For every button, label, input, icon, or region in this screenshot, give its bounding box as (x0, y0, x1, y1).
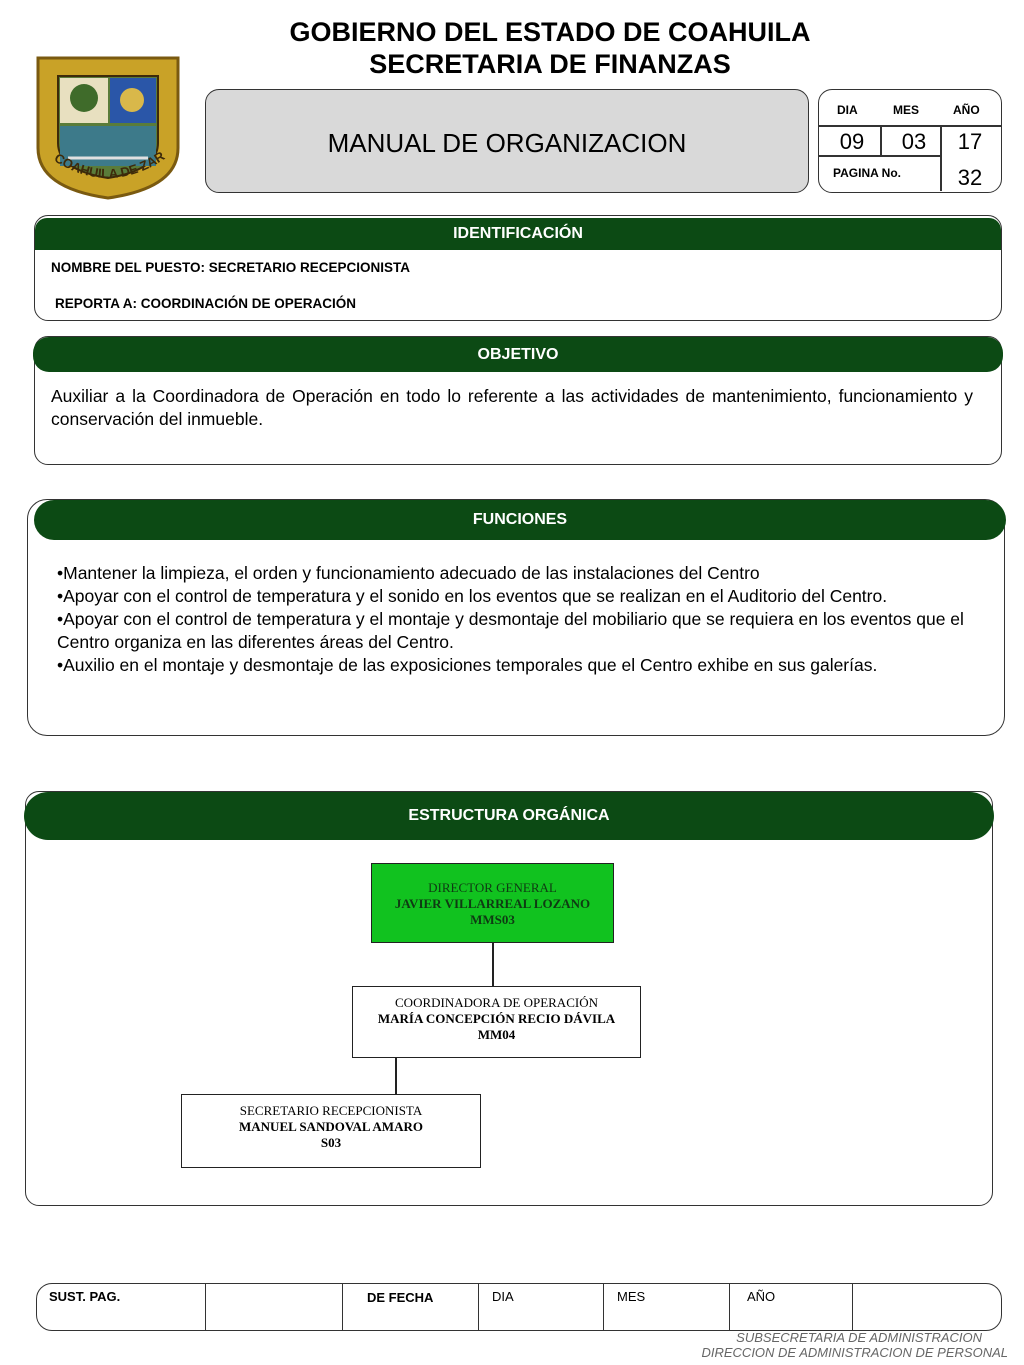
footer-note-subsecretaria: SUBSECRETARIA DE ADMINISTRACION (736, 1330, 982, 1345)
coordinadora-cargo: COORDINADORA DE OPERACIÓN (395, 995, 598, 1010)
date-box (818, 89, 1002, 193)
objetivo-header: OBJETIVO (33, 337, 1003, 372)
date-divider (819, 155, 940, 157)
header-line-1: GOBIERNO DEL ESTADO DE COAHUILA (289, 17, 811, 47)
footer-de-fecha: DE FECHA (367, 1290, 434, 1305)
identificacion-header: IDENTIFICACIÓN (35, 218, 1001, 250)
date-separator (880, 125, 882, 155)
objetivo-section (34, 336, 1002, 465)
funciones-list (57, 562, 984, 677)
mes-label: MES (893, 103, 920, 117)
footer-note-direccion: DIRECCION DE ADMINISTRACION DE PERSONAL (701, 1345, 1008, 1360)
footer-ano: AÑO (747, 1289, 776, 1304)
header-line-2: SECRETARIA DE FINANZAS (369, 49, 731, 79)
funciones-header: FUNCIONES (34, 500, 1006, 540)
objetivo-text: Auxiliar a la Coordinadora de Operación en todo lo referente a las actividades de mantenimiento, funcionamiento y conservación del inmueble. (51, 386, 973, 429)
footer-dia: DIA (492, 1289, 514, 1304)
ano-label: AÑO (953, 103, 980, 117)
estructura-section (25, 791, 993, 1206)
logo-arc-text: COAHUILA DE ZAR (51, 148, 168, 182)
estructura-header: ESTRUCTURA ORGÁNICA (24, 792, 994, 840)
date-separator (940, 125, 942, 191)
org-box-coordinadora (352, 986, 641, 1058)
ano-value: 17 (957, 129, 983, 154)
dia-label: DIA (837, 103, 858, 117)
org-connector (492, 943, 494, 986)
pagina-value: 32 (957, 165, 983, 190)
pagina-label: PAGINA No. (833, 166, 901, 180)
org-box-secretario (181, 1094, 481, 1168)
coordinadora-nombre: MARÍA CONCEPCIÓN RECIO DÁVILA (377, 1011, 616, 1026)
footer-table (36, 1283, 1002, 1331)
funcion-item: •Apoyar con el control de temperatura y el sonido en los eventos que se realizan en el Auditorio del Centro. (57, 586, 888, 606)
footer-mes: MES (617, 1289, 646, 1304)
funciones-section (27, 499, 1005, 736)
funcion-item: •Mantener la limpieza, el orden y funcionamiento adecuado de las instalaciones del Centro (57, 563, 760, 583)
dia-value: 09 (839, 129, 865, 154)
funcion-item: •Auxilio en el montaje y desmontaje de las exposiciones temporales que el Centro exhibe en sus galerías. (57, 655, 878, 675)
org-connector (395, 1058, 397, 1094)
funcion-item: •Apoyar con el control de temperatura y el montaje y desmontaje del mobiliario que se requiera en los eventos que el Centro organiza en las diferentes áreas del Centro. (57, 609, 964, 652)
date-divider (819, 125, 1001, 127)
coat-of-arms-logo (28, 48, 188, 203)
identificacion-section (34, 215, 1002, 321)
footer-sust-pag: SUST. PAG. (49, 1289, 121, 1304)
reporta-a: REPORTA A: COORDINACIÓN DE OPERACIÓN (55, 296, 357, 311)
secretario-cargo: SECRETARIO RECEPCIONISTA (239, 1103, 423, 1118)
director-nombre: JAVIER VILLARREAL LOZANO (394, 896, 591, 911)
mes-value: 03 (901, 129, 927, 154)
director-codigo: MMS03 (470, 912, 515, 927)
manual-title-box (205, 89, 809, 193)
secretario-nombre: MANUEL SANDOVAL AMARO (239, 1119, 423, 1134)
coordinadora-codigo: MM04 (477, 1027, 516, 1042)
nombre-del-puesto: NOMBRE DEL PUESTO: SECRETARIO RECEPCIONISTA (51, 260, 411, 275)
director-cargo: DIRECTOR GENERAL (428, 880, 557, 895)
footer-cell (205, 1284, 343, 1330)
manual-title: MANUAL DE ORGANIZACION (327, 128, 687, 158)
secretario-codigo: S03 (320, 1135, 342, 1150)
org-box-director (371, 863, 614, 943)
